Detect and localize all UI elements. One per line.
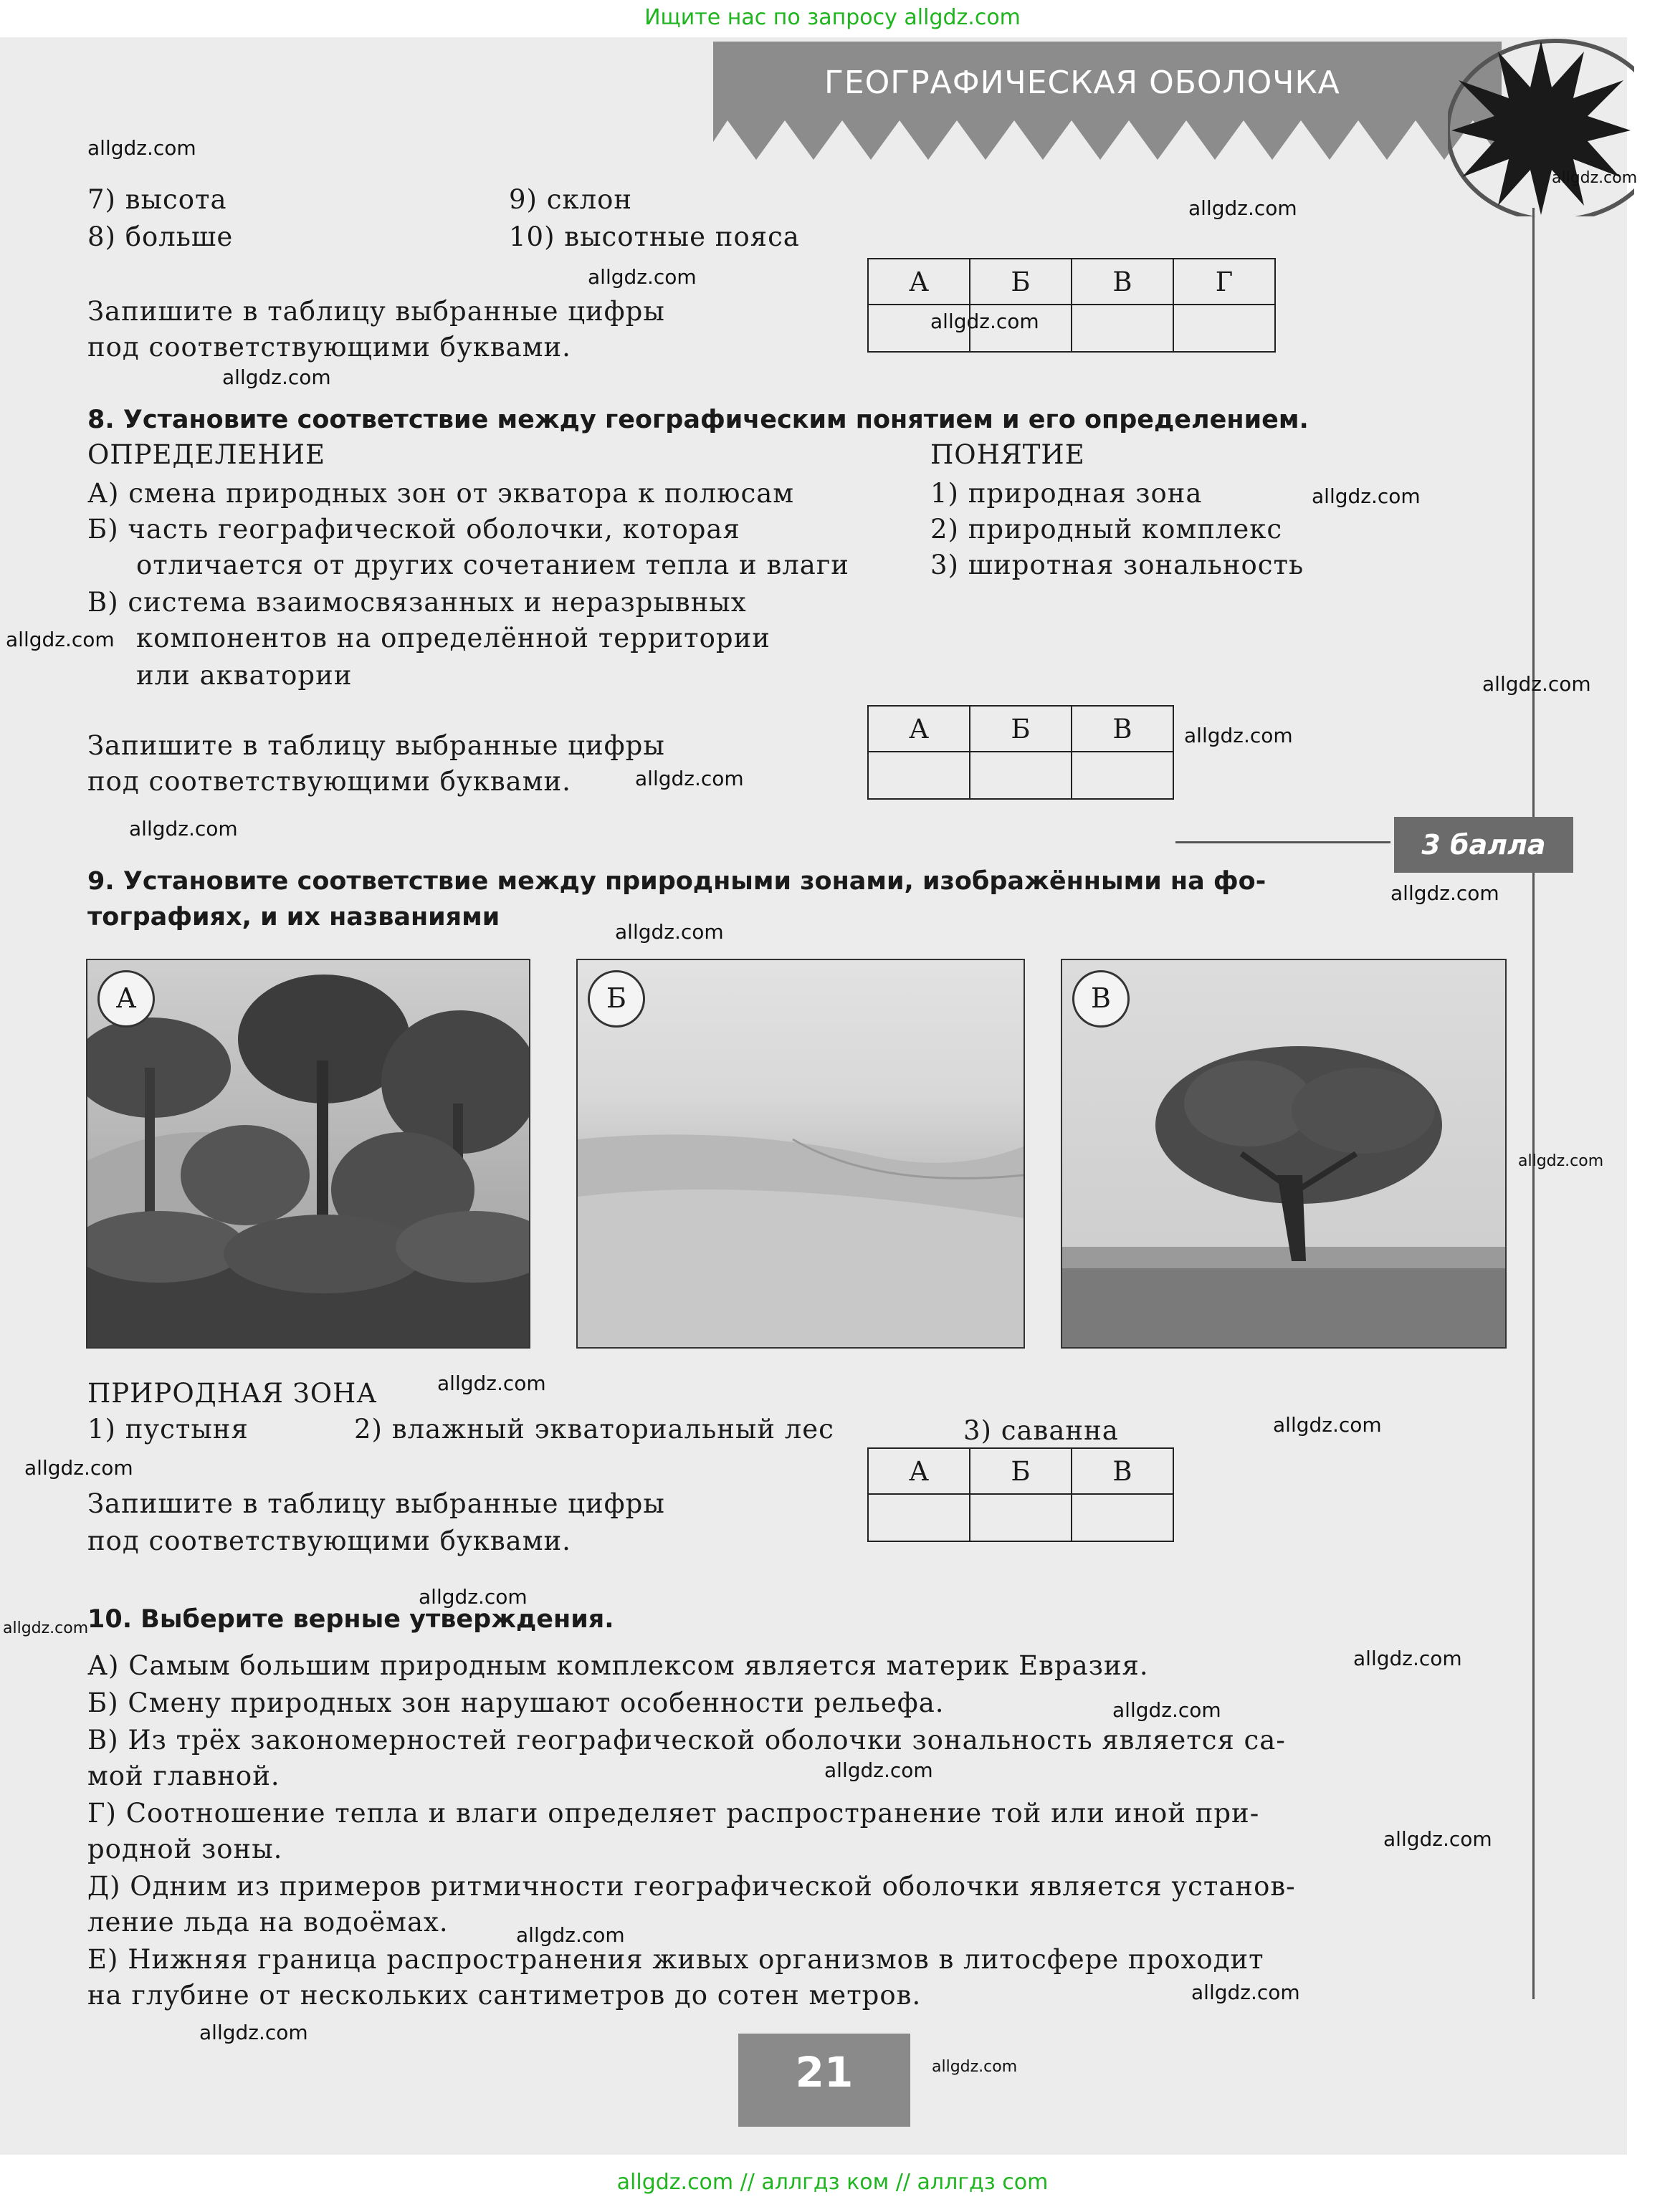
q8-answer-table: [867, 705, 1174, 800]
answer-cell[interactable]: [970, 1494, 1072, 1541]
answer-cell[interactable]: [1072, 305, 1173, 352]
page-number-tab: [738, 2034, 910, 2127]
watermark: allgdz.com: [1482, 672, 1591, 696]
definition-c: или акватории: [136, 660, 353, 691]
photo-savanna: [1061, 959, 1507, 1349]
watermark: allgdz.com: [1273, 1413, 1382, 1437]
watermark: allgdz.com: [1518, 1152, 1604, 1170]
q7-answer-table: [867, 258, 1276, 353]
watermark: allgdz.com: [87, 136, 196, 160]
statement-e: ление льда на водоёмах.: [87, 1907, 449, 1938]
watermark: allgdz.com: [6, 628, 115, 651]
desert-image: [578, 960, 1024, 1347]
zone-1: 1) пустыня: [87, 1414, 249, 1445]
table-header: Б: [970, 706, 1072, 752]
option-7: 7) высота: [87, 184, 227, 215]
watermark: allgdz.com: [199, 2021, 308, 2044]
star-emblem-icon: [1448, 37, 1634, 216]
statement-d: Г) Соотношение тепла и влаги определяет распространение той или иной при-: [87, 1798, 1260, 1829]
statement-c: В) Из трёх закономерностей географической оболочки зональность является са-: [87, 1725, 1286, 1756]
concept-3: 3) широтная зональность: [930, 550, 1304, 580]
q9-title: 9. Установите соответствие между природными зонами, изображёнными на фо-: [87, 867, 1266, 896]
watermark: allgdz.com: [437, 1371, 546, 1395]
photo-rainforest: [86, 959, 530, 1349]
table-header: Г: [1173, 259, 1275, 305]
margin-rule: [1532, 208, 1535, 1999]
watermark: allgdz.com: [1390, 881, 1499, 905]
q9-instruction: Запишите в таблицу выбранные цифры: [87, 1488, 665, 1519]
q7-instruction: Запишите в таблицу выбранные цифры: [87, 296, 665, 327]
statement-c: мой главной.: [87, 1761, 280, 1791]
page-number: 21: [795, 2048, 854, 2097]
watermark: allgdz.com: [932, 2058, 1018, 2076]
watermark: allgdz.com: [824, 1758, 933, 1782]
answer-cell[interactable]: [868, 752, 970, 799]
table-header: В: [1072, 1448, 1173, 1494]
badge-rule: [1175, 841, 1390, 843]
photo-label-c: В: [1072, 970, 1130, 1028]
table-header: Б: [970, 1448, 1072, 1494]
watermark: allgdz.com: [516, 1923, 625, 1947]
statement-a: А) Самым большим природным комплексом является материк Евразия.: [87, 1650, 1149, 1681]
watermark: allgdz.com: [1191, 1981, 1300, 2004]
definition-b: Б) часть географической оболочки, которая: [87, 514, 740, 545]
definition-c: В) система взаимосвязанных и неразрывных: [87, 587, 747, 618]
concept-2: 2) природный комплекс: [930, 514, 1283, 545]
points-badge: 3 балла: [1394, 817, 1573, 873]
watermark: allgdz.com: [615, 920, 724, 944]
q8-col-right: ПОНЯТИЕ: [930, 439, 1085, 470]
concept-1: 1) природная зона: [930, 478, 1203, 509]
definition-a: А) смена природных зон от экватора к полюсам: [87, 478, 795, 509]
answer-cell[interactable]: [1072, 752, 1173, 799]
option-8: 8) больше: [87, 221, 234, 252]
table-header: А: [868, 1448, 970, 1494]
rainforest-image: [87, 960, 529, 1347]
photo-desert: [576, 959, 1025, 1349]
photo-label-a: А: [97, 970, 155, 1028]
watermark: allgdz.com: [1383, 1827, 1492, 1851]
statement-d: родной зоны.: [87, 1834, 283, 1864]
watermark: allgdz.com: [1184, 724, 1293, 747]
table-header: А: [868, 259, 970, 305]
q9-title: тографиях, и их названиями: [87, 903, 500, 932]
top-banner: Ищите нас по запросу allgdz.com: [644, 5, 1021, 30]
q8-title: 8. Установите соответствие между географическим понятием и его определением.: [87, 406, 1309, 434]
watermark: allgdz.com: [1112, 1698, 1221, 1722]
watermark: allgdz.com: [129, 817, 238, 841]
statement-e: Д) Одним из примеров ритмичности географической оболочки является установ-: [87, 1871, 1296, 1902]
table-header: В: [1072, 706, 1173, 752]
watermark: allgdz.com: [3, 1619, 89, 1637]
answer-cell[interactable]: [868, 305, 970, 352]
option-9: 9) склон: [509, 184, 633, 215]
table-header: Б: [970, 259, 1072, 305]
q9-answer-table: [867, 1447, 1174, 1542]
watermark: allgdz.com: [1552, 169, 1638, 187]
savanna-image: [1062, 960, 1505, 1347]
q9-instruction: под соответствующими буквами.: [87, 1526, 571, 1556]
q10-title: 10. Выберите верные утверждения.: [87, 1605, 614, 1634]
watermark: allgdz.com: [930, 310, 1039, 333]
watermark: allgdz.com: [24, 1456, 133, 1480]
answer-cell[interactable]: [970, 305, 1072, 352]
statement-b: Б) Смену природных зон нарушают особенности рельефа.: [87, 1687, 945, 1718]
answer-cell[interactable]: [1173, 305, 1275, 352]
definition-c: компонентов на определённой территории: [136, 623, 771, 653]
watermark: allgdz.com: [1188, 196, 1297, 220]
watermark: allgdz.com: [222, 365, 331, 389]
answer-cell[interactable]: [868, 1494, 970, 1541]
statement-f: Е) Нижняя граница распространения живых организмов в литосфере проходит: [87, 1944, 1264, 1975]
statement-f: на глубине от нескольких сантиметров до сотен метров.: [87, 1980, 922, 2011]
zone-3: 3) саванна: [963, 1415, 1119, 1446]
answer-cell[interactable]: [1072, 1494, 1173, 1541]
watermark: allgdz.com: [588, 265, 697, 289]
bottom-banner: allgdz.com // аллгдз ком // аллгдз com: [616, 2170, 1049, 2195]
table-header: В: [1072, 259, 1173, 305]
q8-instruction: Запишите в таблицу выбранные цифры: [87, 730, 665, 761]
definition-b: отличается от других сочетанием тепла и влаги: [136, 550, 849, 580]
q8-instruction: под соответствующими буквами.: [87, 766, 571, 797]
zone-heading: ПРИРОДНАЯ ЗОНА: [87, 1378, 378, 1409]
photo-label-b: Б: [588, 970, 645, 1028]
option-10: 10) высотные пояса: [509, 221, 800, 252]
header-title: ГЕОГРАФИЧЕСКАЯ ОБОЛОЧКА: [824, 64, 1340, 101]
table-header: А: [868, 706, 970, 752]
watermark: allgdz.com: [1353, 1647, 1462, 1670]
watermark: allgdz.com: [419, 1585, 528, 1609]
watermark: allgdz.com: [1312, 484, 1421, 508]
watermark: allgdz.com: [635, 767, 744, 790]
answer-cell[interactable]: [970, 752, 1072, 799]
zone-2: 2) влажный экваториальный лес: [354, 1414, 834, 1445]
q7-instruction: под соответствующими буквами.: [87, 332, 571, 363]
q8-col-left: ОПРЕДЕЛЕНИЕ: [87, 439, 326, 470]
